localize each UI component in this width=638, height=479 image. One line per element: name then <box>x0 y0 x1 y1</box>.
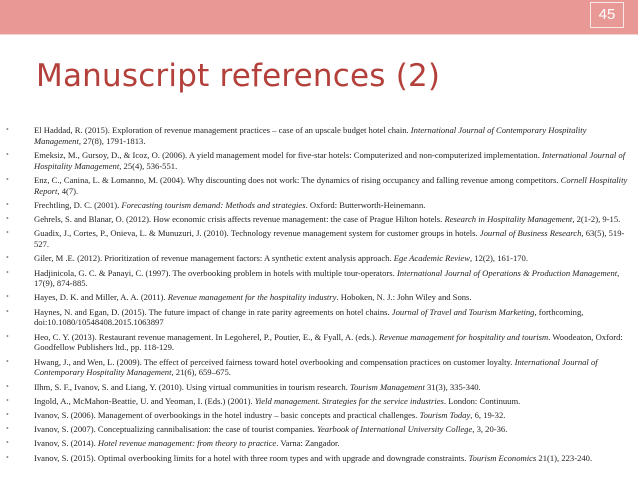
slide-title: Manuscript references (2) <box>36 58 441 94</box>
reference-item <box>6 268 634 290</box>
reference-item <box>6 410 634 421</box>
reference-text: . London: Continuum. <box>443 395 521 406</box>
reference-text: , 12(2), 161-170. <box>469 253 528 264</box>
reference-text: Haynes, N. and Egan, D. (2015). The future impact of change in rate parity agreements on hotel chains. <box>34 306 392 317</box>
slide-number: 45 <box>590 2 624 28</box>
reference-item <box>6 175 634 197</box>
reference-text: Ivanov, S. (2014). <box>34 438 98 449</box>
reference-text: . Hoboken, N. J.: John Wiley and Sons. <box>336 292 472 303</box>
reference-text: , 6, 19-32. <box>470 410 506 420</box>
reference-text: Ivanov, S. (2007). Conceptualizing cannibalisation: the case of tourist companies. <box>34 424 317 435</box>
reference-source: International Journal of Contemporary Hospitality Management <box>34 356 598 378</box>
reference-text: Giler, M .E. (2012). Prioritization of revenue management factors: A synthetic extent analysis approach. <box>34 253 394 264</box>
reference-item <box>6 396 634 407</box>
reference-text: Heo, C. Y. (2013). Restaurant revenue management. In Legoherel, P., Poutier, E., & Fyall, A. (eds.). <box>34 331 379 342</box>
reference-source: Hotel revenue management: from theory to practice <box>97 438 277 449</box>
reference-item <box>6 125 634 147</box>
bullet-icon: • <box>6 356 9 366</box>
reference-source: Forecasting tourism demand: Methods and strategies <box>121 199 306 210</box>
reference-text: 21(1), 223-240. <box>536 452 593 463</box>
bullet-icon: • <box>6 149 9 159</box>
reference-item <box>6 438 634 449</box>
reference-text: , 21(6), 659–675. <box>171 367 231 378</box>
reference-source: Yearbook of International University College <box>316 424 473 435</box>
reference-text: Hadjinicola, G. C. & Panayi, C. (1997). The overbooking problem in hotels with multiple tour-operators. <box>34 267 397 278</box>
bullet-icon: • <box>6 214 9 224</box>
reference-text: Ivanov, S. (2006). Management of overbookings in the hotel industry – basic concepts and practical challenges. <box>34 410 420 420</box>
header-divider <box>0 34 638 35</box>
reference-text: . Varna: Zangador. <box>276 438 340 449</box>
reference-text: , forthcoming, doi:10.1080/10548408.2015.1063897 <box>34 306 584 328</box>
reference-item <box>6 292 634 303</box>
bullet-icon: • <box>6 306 9 316</box>
reference-text: , 2(1-2), 9-15. <box>572 214 621 225</box>
header-bar <box>0 0 638 34</box>
reference-source: Revenue management for the hospitality industry <box>167 292 337 303</box>
reference-item <box>6 382 634 393</box>
bullet-icon: • <box>6 331 9 341</box>
bullet-icon: • <box>6 228 9 238</box>
reference-item <box>6 214 634 225</box>
reference-item <box>6 332 634 354</box>
reference-item <box>6 307 634 329</box>
reference-source: International Journal of Hospitality Management <box>34 149 626 171</box>
reference-text: Guadix, J., Cortes, P., Onieva, L. & Munuzuri, J. (2010). Technology revenue management system for customer groups in hotels. <box>34 228 480 239</box>
bullet-icon: • <box>6 424 9 434</box>
reference-source: Tourism Economics <box>468 452 537 463</box>
reference-text: . Woodeaton, Oxford: Goodfellow Publishers ltd., pp. 118-129. <box>34 331 623 353</box>
reference-source: Journal of Travel and Tourism Marketing <box>391 306 535 317</box>
reference-text: . Oxford: Butterworth-Heinemann. <box>305 199 426 210</box>
bullet-icon: • <box>6 253 9 263</box>
bullet-icon: • <box>6 292 9 302</box>
bullet-icon: • <box>6 174 9 184</box>
bullet-icon: • <box>6 267 9 277</box>
reference-item <box>6 453 634 464</box>
reference-text: Enz, C., Canina, L. & Lomanno, M. (2004). Why discounting does not work: The dynamics of rising occupancy and falling revenue among competitors. <box>34 174 561 185</box>
reference-source: Journal of Business Research <box>479 228 582 239</box>
reference-text: , 3, 20-36. <box>472 424 508 435</box>
reference-item <box>6 150 634 172</box>
bullet-icon: • <box>6 438 9 448</box>
bullet-icon: • <box>6 410 9 419</box>
reference-source: Revenue management for hospitality and tourism <box>379 331 549 342</box>
reference-source: International Journal of Contemporary Hospitality Management <box>34 125 587 146</box>
reference-source: International Journal of Operations & Production Management <box>396 267 618 278</box>
reference-source: Tourism Today <box>419 410 471 420</box>
bullet-icon: • <box>6 395 9 405</box>
reference-text: 31(3), 335-340. <box>424 381 481 392</box>
reference-text: El Haddad, R. (2015). Exploration of revenue management practices – case of an upscale budget hotel chain. <box>34 125 411 135</box>
reference-text: , 27(8), 1791-1813. <box>78 135 146 146</box>
reference-text: Ingold, A., McMahon-Beattie, U. and Yeoman, I. (Eds.) (2001). <box>34 395 255 406</box>
reference-text: Ilhm, S. F., Ivanov, S. and Liang, Y. (2010). Using virtual communities in tourism research. <box>34 381 350 392</box>
reference-text: , 63(5), 519-527. <box>34 228 625 250</box>
reference-source: Research in Hospitality Management <box>444 214 573 225</box>
reference-source: Tourism Management <box>349 381 425 392</box>
reference-source: Yield management. Strategies for the service industries <box>254 395 444 406</box>
reference-item <box>6 228 634 250</box>
bullet-icon: • <box>6 381 9 391</box>
reference-text: Gehrels, S. and Blanar, O. (2012). How economic crisis affects revenue management: the case of Prague Hilton hotels. <box>34 214 445 225</box>
reference-item <box>6 357 634 379</box>
reference-text: , 4(7). <box>57 185 79 196</box>
reference-item <box>6 200 634 211</box>
bullet-icon: • <box>6 452 9 462</box>
bullet-icon: • <box>6 125 9 134</box>
reference-text: Ivanov, S. (2015). Optimal overbooking limits for a hotel with three room types and with upgrade and downgrade constraints. <box>34 452 469 463</box>
reference-text: Frechtling, D. C. (2001). <box>34 199 122 210</box>
bullet-icon: • <box>6 199 9 209</box>
reference-list <box>6 125 634 467</box>
reference-source: Ege Academic Review <box>393 253 470 264</box>
reference-text: Emeksiz, M., Gursoy, D., & Icoz, O. (2006). A yield management model for five-star hotels: Computerized and non-computerized implementation. <box>34 149 543 160</box>
reference-text: Hayes, D. K. and Miller, A. A. (2011). <box>34 292 168 303</box>
reference-item <box>6 424 634 435</box>
reference-item <box>6 253 634 264</box>
reference-text: Hwang, J., and Wen, L. (2009). The effect of perceived fairness toward hotel overbooking and compensation practices on customer loyalty. <box>34 356 515 367</box>
reference-text: , 17(9), 874-885. <box>34 267 620 289</box>
reference-text: , 25(4), 536-551. <box>119 160 178 171</box>
reference-source: Cornell Hospitality Report <box>34 174 628 196</box>
